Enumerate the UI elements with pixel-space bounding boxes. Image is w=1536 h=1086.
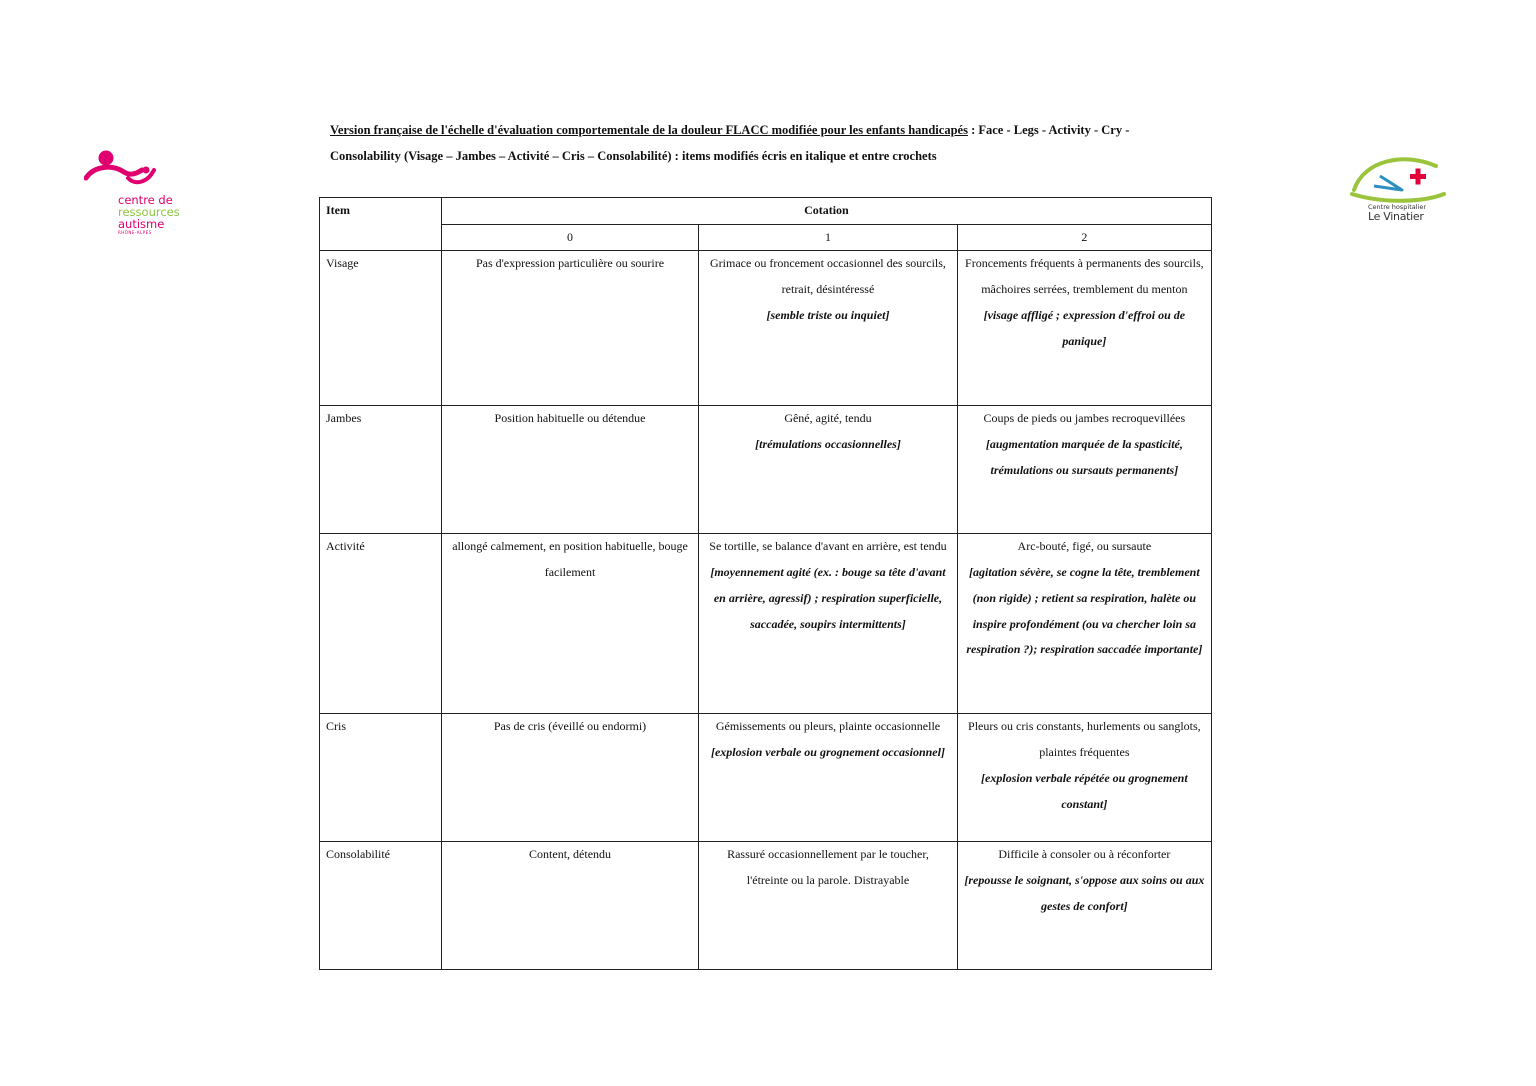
score-0-text: Position habituelle ou détendue: [494, 411, 646, 426]
score-1-text: Gémissements ou pleurs, plainte occasionnelle: [715, 719, 941, 734]
score-0-cell: [441, 406, 698, 534]
score-header-0: 0: [441, 224, 698, 251]
score-2-modified: [repousse le soignant, s'oppose aux soins ou aux gestes de confort]: [964, 873, 1205, 913]
cra-logo-line1: centre de: [118, 193, 173, 207]
row-item: Cris: [320, 714, 442, 842]
score-0-cell: [441, 534, 698, 714]
vinatier-logo-line1: Centre hospitalier: [1368, 203, 1427, 211]
score-header-2: 2: [957, 224, 1211, 251]
document-title: [330, 117, 1200, 169]
score-2-cell: [957, 714, 1211, 842]
score-1-modified: [semble triste ou inquiet]: [766, 307, 890, 322]
table-row-cris: [320, 714, 1212, 842]
score-2-text: Froncements fréquents à permanents des sourcils, mâchoires serrées, tremblement du menton: [965, 256, 1204, 297]
vinatier-logo: [1344, 150, 1454, 228]
title-underlined: Version française de l'échelle d'évaluation comportementale de la douleur FLACC modifiée pour les enfants handicapés: [330, 123, 968, 137]
score-0-text: allongé calmement, en position habituelle, bouge facilement: [452, 539, 688, 580]
cra-logo-line2: ressources: [118, 205, 180, 219]
score-2-cell: [957, 406, 1211, 534]
table-header-row: [320, 198, 1212, 225]
score-1-cell: [699, 251, 957, 406]
title-rest: : Face - Legs - Activity - Cry - Consolability (Visage – Jambes – Activité – Cris – Consolabilité) : items modifiés écris en italique et entre crochets: [330, 123, 1130, 163]
score-1-modified: [explosion verbale ou grognement occasionnel]: [710, 745, 945, 760]
score-1-text: Grimace ou froncement occasionnel des sourcils, retrait, désintéressé: [710, 256, 946, 297]
score-2-modified: [explosion verbale répétée ou grognement constant]: [981, 770, 1188, 811]
score-0-cell: [441, 842, 698, 970]
score-1-text: Se tortille, se balance d'avant en arrière, est tendu: [709, 539, 947, 554]
score-0-text: Content, détendu: [529, 847, 612, 862]
score-2-cell: [957, 842, 1211, 970]
vinatier-logo-line2: Le Vinatier: [1368, 210, 1424, 223]
table-row-jambes: [320, 406, 1212, 534]
cra-logo: [84, 148, 214, 244]
row-item: Consolabilité: [320, 842, 442, 970]
vinatier-logo-icon: [1344, 150, 1454, 206]
score-2-modified: [agitation sévère, se cogne la tête, tremblement (non rigide) ; retient sa respiration, halète ou inspire profondément (ou va chercher loin sa respiration ?); respiration saccadée importante]: [966, 565, 1203, 657]
score-2-text: Pleurs ou cris constants, hurlements ou sanglots, plaintes fréquentes: [968, 719, 1201, 760]
table-row-activite: [320, 534, 1212, 714]
flacc-table: [319, 197, 1212, 970]
item-header: Item: [320, 198, 442, 251]
score-0-cell: [441, 251, 698, 406]
score-2-cell: [957, 251, 1211, 406]
score-2-text: Coups de pieds ou jambes recroquevillées: [983, 411, 1186, 426]
score-2-modified: [augmentation marquée de la spasticité, trémulations ou sursauts permanents]: [985, 437, 1183, 477]
row-item: Visage: [320, 251, 442, 406]
cra-logo-region: RHÔNE-ALPES: [118, 230, 152, 235]
score-2-text: Difficile à consoler ou à réconforter: [998, 847, 1171, 862]
score-1-cell: [699, 534, 957, 714]
row-item: Activité: [320, 534, 442, 714]
score-1-cell: [699, 714, 957, 842]
score-1-modified: [moyennement agité (ex. : bouge sa tête d'avant en arrière, agressif) ; respiration superficielle, saccadée, soupirs intermittents]: [710, 565, 946, 631]
score-1-text: Gêné, agité, tendu: [784, 411, 872, 426]
cra-logo-icon: [84, 148, 214, 198]
cra-logo-line3: autisme: [118, 217, 165, 231]
score-header-1: 1: [699, 224, 957, 251]
score-2-text: Arc-bouté, figé, ou sursaute: [1017, 539, 1152, 554]
score-1-modified: [trémulations occasionnelles]: [755, 437, 901, 452]
score-2-cell: [957, 534, 1211, 714]
cotation-header: Cotation: [441, 198, 1211, 225]
score-1-cell: [699, 406, 957, 534]
score-1-cell: [699, 842, 957, 970]
table-row-visage: [320, 251, 1212, 406]
score-0-text: Pas d'expression particulière ou sourire: [475, 256, 665, 271]
score-0-cell: [441, 714, 698, 842]
table-row-consolabilite: [320, 842, 1212, 970]
row-item: Jambes: [320, 406, 442, 534]
score-0-text: Pas de cris (éveillé ou endormi): [493, 719, 647, 734]
score-1-text: Rassuré occasionnellement par le toucher, l'étreinte ou la parole. Distrayable: [727, 847, 929, 888]
score-header-row: [320, 224, 1212, 251]
score-2-modified: [visage affligé ; expression d'effroi ou de panique]: [983, 307, 1186, 348]
